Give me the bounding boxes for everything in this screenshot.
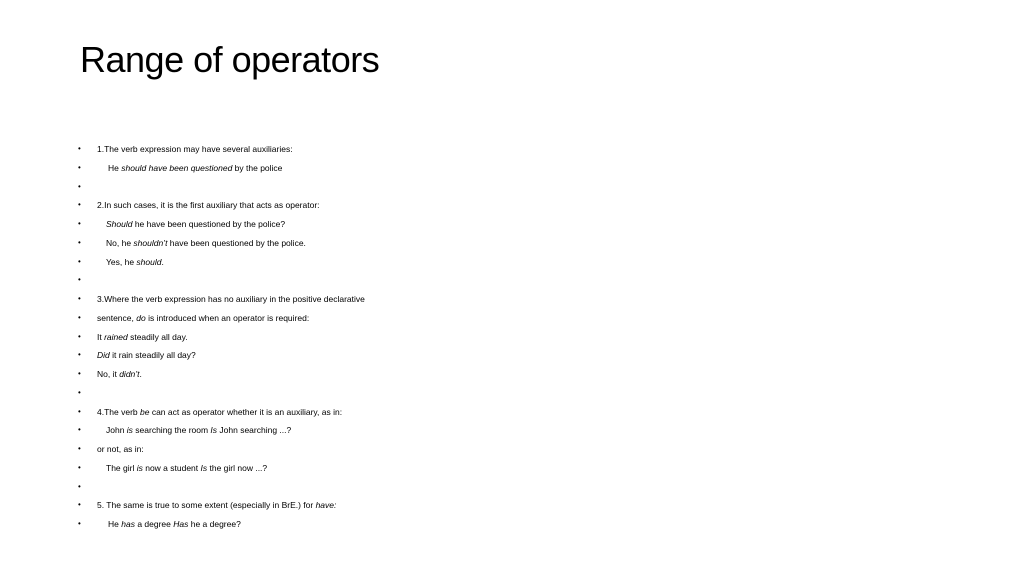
italic-text: should have been questioned [121, 162, 233, 173]
text-run: No, it [97, 369, 120, 379]
bullet-icon: • [78, 500, 81, 510]
bullet-icon: • [78, 406, 81, 416]
text-run: have been questioned by the police. [167, 237, 306, 248]
text-run: steadily all day. [127, 331, 188, 342]
slide-title: Range of operators [80, 39, 380, 80]
bullet-icon: • [78, 462, 81, 472]
bullet-icon: • [78, 219, 81, 228]
bullet-line [78, 328, 798, 347]
bullet-icon: • [78, 181, 81, 191]
text-run: 1.The verb expression may have several auxiliaries: [97, 144, 293, 154]
bullet-icon: • [78, 144, 81, 153]
bullet-line [78, 515, 798, 534]
bullet-text [97, 346, 196, 365]
bullet-line [78, 309, 798, 328]
bullet-icon: • [78, 369, 81, 378]
italic-text: Is [200, 462, 208, 473]
italic-text: do [136, 312, 146, 323]
bullet-line [78, 271, 798, 290]
bullet-text [97, 403, 342, 422]
bullet-text [97, 440, 144, 459]
italic-text: Has [173, 519, 189, 529]
text-run: No, he [106, 237, 134, 248]
bullet-line [78, 290, 798, 309]
bullet-text [108, 515, 241, 534]
text-run: it rain steadily all day? [109, 350, 196, 361]
bullet-line [78, 496, 798, 515]
bullet-icon: • [78, 519, 81, 528]
bullet-text [97, 309, 309, 328]
text-run: 2.In such cases, it is the first auxiliary that acts as operator: [97, 200, 320, 211]
text-run: Yes, he [106, 256, 137, 267]
italic-text: have: [315, 500, 337, 511]
italic-text: rained [104, 331, 128, 342]
bullet-icon: • [78, 350, 81, 360]
bullet-line [78, 196, 798, 215]
italic-text: shouldn’t [133, 237, 168, 248]
italic-text: Should [106, 219, 133, 229]
bullet-text [108, 159, 282, 178]
bullet-line [78, 140, 798, 159]
bullet-icon: • [78, 481, 81, 491]
bullet-icon: • [78, 256, 81, 266]
bullet-icon: • [78, 200, 81, 210]
bullet-line [78, 159, 798, 178]
text-run: . [161, 256, 164, 267]
bullet-text [106, 215, 285, 234]
bullet-icon: • [78, 294, 81, 303]
text-run: . [139, 369, 142, 379]
text-run: 4.The verb [97, 406, 140, 417]
italic-text: has [121, 519, 135, 529]
text-run: the girl now ...? [207, 462, 268, 473]
bullet-line [78, 253, 798, 272]
bullet-line [78, 403, 798, 422]
italic-text: be [140, 406, 150, 417]
bullet-text [97, 496, 336, 515]
italic-text: Did [97, 350, 110, 361]
bullet-text [97, 365, 142, 384]
text-run: now a student [142, 462, 201, 473]
text-run: 3.Where the verb expression has no auxiliary in the positive declarative [97, 294, 365, 304]
italic-text: Is [210, 425, 218, 436]
text-run: he have been questioned by the police? [132, 219, 286, 229]
bullet-line [78, 459, 798, 478]
bullet-line [78, 365, 798, 384]
bullet-icon: • [78, 444, 81, 453]
text-run: He [108, 519, 122, 529]
text-run: searching the room [132, 425, 211, 436]
bullet-text [97, 290, 365, 309]
text-run: a degree [134, 519, 174, 529]
bullet-line [78, 346, 798, 365]
text-run: sentence, [97, 312, 137, 323]
text-run: by the police [232, 162, 283, 173]
bullet-icon: • [78, 312, 81, 322]
italic-text: should [136, 256, 162, 267]
text-run: The girl [106, 462, 137, 473]
bullet-line [78, 421, 798, 440]
bullet-line [78, 215, 798, 234]
bullet-text [97, 196, 320, 215]
text-run: can act as operator whether it is an auxiliary, as in: [149, 406, 343, 417]
text-run: It [97, 331, 105, 342]
bullet-icon: • [78, 425, 81, 435]
bullet-text [97, 328, 188, 347]
text-run: is introduced when an operator is required: [145, 312, 310, 323]
bullet-line [78, 234, 798, 253]
text-run: He [108, 162, 122, 173]
bullet-icon: • [78, 237, 81, 247]
text-run: 5. The same is true to some extent (especially in BrE.) for [97, 500, 316, 511]
text-run: or not, as in: [97, 444, 144, 454]
bullet-text [106, 253, 164, 272]
bullet-icon: • [78, 275, 81, 285]
bullet-text [97, 140, 293, 159]
bullet-list [78, 140, 798, 534]
italic-text: is [126, 425, 133, 436]
bullet-icon: • [78, 162, 81, 172]
text-run: John [106, 425, 127, 436]
bullet-icon: • [78, 387, 81, 397]
bullet-line [78, 478, 798, 497]
bullet-text [106, 421, 291, 440]
italic-text: didn’t [119, 369, 140, 379]
bullet-text [106, 234, 306, 253]
bullet-icon: • [78, 331, 81, 341]
italic-text: is [136, 462, 143, 473]
bullet-text [106, 459, 267, 478]
bullet-line [78, 440, 798, 459]
text-run: John searching ...? [217, 425, 292, 436]
text-run: he a degree? [188, 519, 241, 529]
bullet-line [78, 384, 798, 403]
bullet-line [78, 178, 798, 197]
